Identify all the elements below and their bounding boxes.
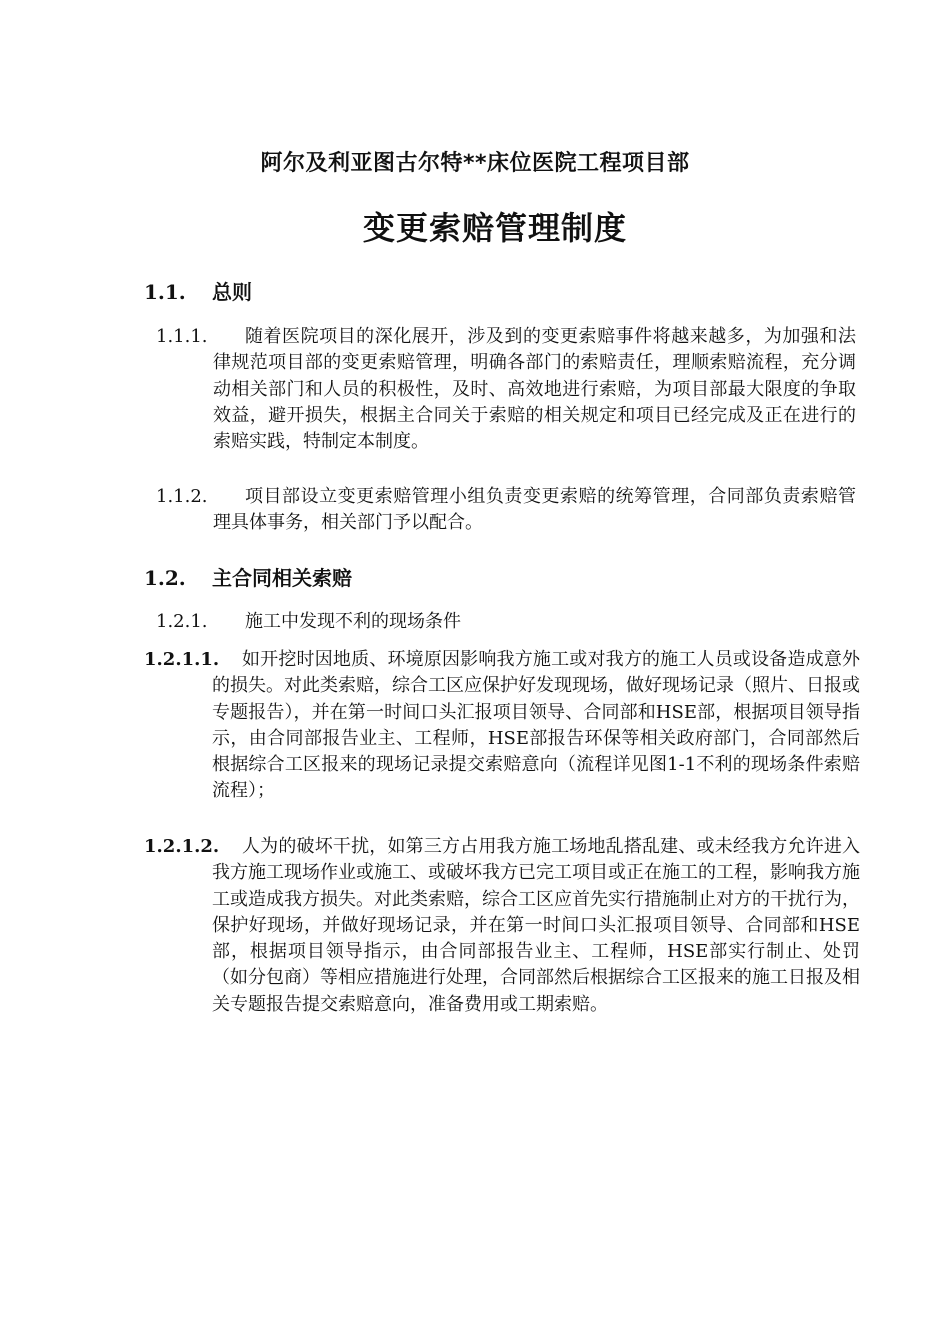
clause-text: 人为的破坏干扰，如第三方占用我方施工场地乱搭乱建、或未经我方允许进入我方施工现场作业或施工、或破坏我方已完工项目或正在施工的工程，影响我方施工或造成我方损失。对此类索赔，综合工区应首先实行措施制止对方的干扰行为，保护好现场，并做好现场记录，并在第一时间口头汇报项目领导、合同部和HSE部，根据项目领导指示，由合同部报告业主、工程师，HSE部实行制止、处罚（如分包商）等相应措施进行处理，合同部然后根据综合工区报来的施工日报及相关专题报告提交索赔意向，准备费用或工期索赔。: [212, 836, 860, 1015]
section-number: 1.1.: [144, 280, 186, 304]
clause-number: 1.1.1.: [156, 326, 208, 347]
section-title: 主合同相关索赔: [212, 566, 352, 590]
section-number: 1.2.: [144, 566, 186, 590]
clause-text: 如开挖时因地质、环境原因影响我方施工或对我方的施工人员或设备造成意外的损失。对此类索赔，综合工区应保护好发现现场，做好现场记录（照片、日报或专题报告），并在第一时间口头汇报项目领导、合同部和HSE部，根据项目领导指示，由合同部报告业主、工程师，HSE部报告环保等相关政府部门，合同部然后根据综合工区报来的现场记录提交索赔意向（流程详见图1-1不利的现场条件索赔流程）；: [212, 649, 860, 802]
clause-number: 1.1.2.: [156, 486, 208, 507]
document-title: 变更索赔管理制度: [362, 209, 627, 247]
clause-text: 随着医院项目的深化展开，涉及到的变更索赔事件将越来越多，为加强和法律规范项目部的变更索赔管理，明确各部门的索赔责任，理顺索赔流程，充分调动相关部门和人员的积极性，及时、高效地进行索赔，为项目部最大限度的争取效益，避开损失，根据主合同关于索赔的相关规定和项目已经完成及正在进行的索赔实践，特制定本制度。: [213, 326, 856, 453]
section-heading-main-contract-claims: [144, 562, 352, 591]
clause-number: 1.2.1.: [156, 611, 208, 632]
paragraph-1-2-1-2: [144, 834, 860, 1018]
clause-text: 施工中发现不利的现场条件: [245, 611, 461, 632]
paragraph-1-2-1: [156, 609, 856, 635]
paragraph-1-2-1-1: [144, 647, 860, 805]
organization-title: 阿尔及利亚图古尔特**床位医院工程项目部: [260, 151, 690, 176]
clause-number: 1.2.1.1.: [144, 649, 220, 670]
section-title: 总则: [212, 280, 252, 304]
clause-number: 1.2.1.2.: [144, 836, 220, 857]
section-heading-general: [144, 276, 252, 305]
paragraph-1-1-1: [156, 324, 856, 455]
clause-text: 项目部设立变更索赔管理小组负责变更索赔的统筹管理，合同部负责索赔管理具体事务，相关部门予以配合。: [213, 486, 856, 534]
paragraph-1-1-2: [156, 484, 856, 537]
